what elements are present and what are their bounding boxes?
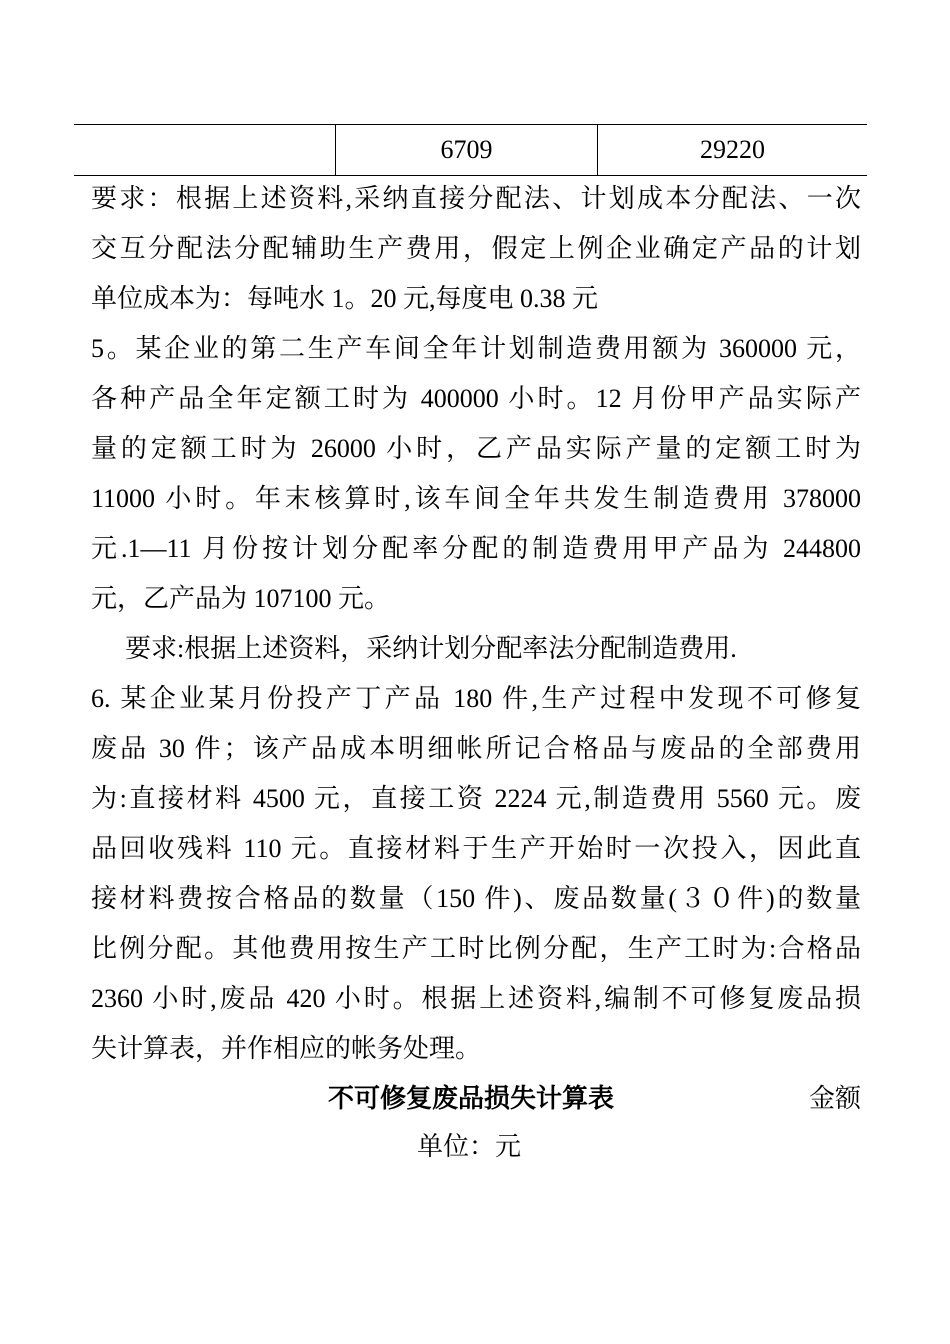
text-line: 11000 小时。年末核算时,该车间全年共发生制造费用 378000 <box>91 484 861 513</box>
paragraph-requirement-5 <box>91 624 861 674</box>
text-line: 5。某企业的第二生产车间全年计划制造费用额为 360000 元， <box>91 334 861 363</box>
text-line: 为:直接材料 4500 元，直接工资 2224 元,制造费用 5560 元。废 <box>91 784 861 813</box>
table-cell: 6709 <box>336 125 598 175</box>
amount-label: 金额 <box>808 1084 861 1113</box>
text-line: 接材料费按合格品的数量（150 件)、废品数量(３０件)的数量 <box>91 884 861 913</box>
top-table <box>74 124 867 176</box>
table-title-row <box>91 1074 861 1124</box>
text-line: 要求:根据上述资料，采纳计划分配率法分配制造费用. <box>125 634 737 663</box>
text-line: 量的定额工时为 26000 小时，乙产品实际产量的定额工时为 <box>91 434 861 463</box>
unit-label: 单位：元 <box>417 1132 522 1161</box>
text-line: 比例分配。其他费用按生产工时比例分配，生产工时为:合格品 <box>91 934 861 963</box>
table-title: 不可修复废品损失计算表 <box>328 1084 615 1113</box>
paragraph-question-6 <box>91 674 861 1074</box>
text-line: 元，乙产品为 107100 元。 <box>91 584 391 613</box>
text-line: 品回收残料 110 元。直接材料于生产开始时一次投入，因此直 <box>91 834 861 863</box>
paragraph-question-5 <box>91 324 861 624</box>
text-line: 各种产品全年定额工时为 400000 小时。12 月份甲产品实际产 <box>91 384 861 413</box>
table-cell <box>74 125 336 175</box>
text-line: 单位成本为：每吨水 1。20 元,每度电 0.38 元 <box>91 284 599 313</box>
table-cell: 29220 <box>700 135 765 164</box>
text-line: 失计算表，并作相应的帐务处理。 <box>91 1034 482 1063</box>
text-line: 废品 30 件；该产品成本明细帐所记合格品与废品的全部费用 <box>91 734 861 763</box>
text-line: 交互分配法分配辅助生产费用，假定上例企业确定产品的计划 <box>91 234 861 263</box>
text-line: 要求：根据上述资料,采纳直接分配法、计划成本分配法、一次 <box>91 184 861 213</box>
text-line: 2360 小时,废品 420 小时。根据上述资料,编制不可修复废品损 <box>91 984 861 1013</box>
document-body <box>91 174 861 1074</box>
text-line: 元.1—11 月份按计划分配率分配的制造费用甲产品为 244800 <box>91 534 861 563</box>
paragraph-requirement-1 <box>91 174 861 324</box>
text-line: 6. 某企业某月份投产丁产品 180 件,生产过程中发现不可修复 <box>91 684 861 713</box>
